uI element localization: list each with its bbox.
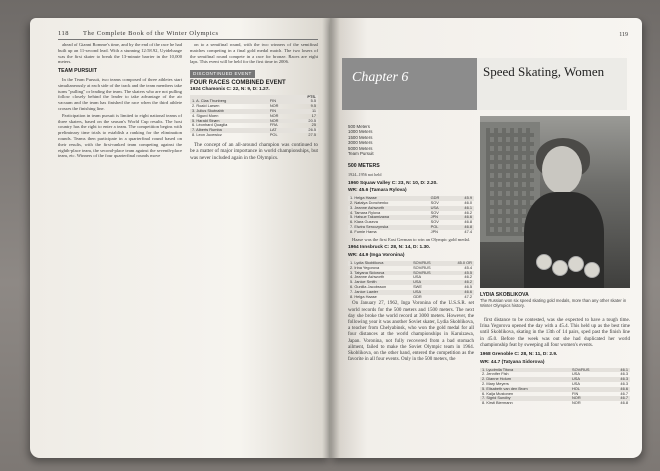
table-cell-nation: NOR xyxy=(269,112,279,118)
table-cell-name: 3. Jeanne Ashworth xyxy=(348,206,429,211)
table-cell-name: 2. Roald Larsen xyxy=(192,103,220,109)
table-cell-nation: SOV/RUS xyxy=(413,264,431,270)
table-cell-name: 6. Klara Guseva xyxy=(350,219,378,225)
table-cell-nation: USA xyxy=(429,206,453,211)
table-cell-time: 46.8 xyxy=(620,400,628,406)
table-cell-time: 46.2 xyxy=(464,274,472,280)
right-page-number: 119 xyxy=(619,32,628,38)
table-cell-time: 45.5 xyxy=(445,271,474,276)
table-cell-nation: POL xyxy=(429,225,453,230)
table-cell-nation: USA xyxy=(411,280,445,285)
not-held-note: 1924–1956 not held xyxy=(348,171,382,177)
left-column-1 xyxy=(58,42,182,160)
table-cell-name: 2. Jennifer Fish xyxy=(482,371,509,377)
table-cell-name: 1. Lyudmila Titova xyxy=(480,368,570,373)
table-cell-nation: FIN xyxy=(268,109,293,114)
table-cell-name: 4. Sigurd Moen xyxy=(192,112,219,118)
table-cell-nation: SOV/RUS xyxy=(570,368,609,373)
table-cell-nation: USA xyxy=(411,290,445,295)
event-1964-title: 1964 Innsbruck C: 28, N: 14, D: 1.30. xyxy=(348,245,431,251)
results-1960-table xyxy=(348,196,474,234)
table-cell-pts: 25 xyxy=(311,122,316,128)
left-column-2 xyxy=(190,42,318,162)
left-running-head xyxy=(58,30,318,40)
right-column-2 xyxy=(480,318,630,406)
table-cell-time: 46.1 xyxy=(609,368,630,373)
photo-face xyxy=(542,146,582,194)
table-cell-name: 7. Alberts Rumba xyxy=(190,128,268,133)
table-cell-nation: SWE xyxy=(413,283,422,289)
medal-icon xyxy=(568,256,584,272)
table-cell-name: 7. Sigrid Sundby xyxy=(480,396,570,401)
left-col2-top-text: on to a semifinal round, with the two winners of the semifinal matches competing in a final gold medal match. The two losers of the semifinal round compete in a race for bronze. Races are eight laps. This event will be held for the first time in 2006. xyxy=(190,42,318,65)
table-cell-time: 46.6 xyxy=(445,290,474,295)
chapter-title: Speed Skating, Women xyxy=(477,58,627,110)
table-cell-name: 7. Janice Lawler xyxy=(348,290,411,295)
table-cell-time: 46.0 xyxy=(464,199,472,205)
table-cell-time: 46.6 xyxy=(452,215,474,220)
table-cell-name: 2. Natalya Donchenko xyxy=(350,199,389,205)
table-cell-nation: JPN xyxy=(430,228,438,234)
table-cell-name: 8. Leon Jucewicz xyxy=(192,131,222,137)
skoblikova-photo xyxy=(480,116,630,288)
table-cell-pts: 27.5 xyxy=(308,131,316,137)
table-cell-nation: SOV xyxy=(430,199,439,205)
table-row xyxy=(348,230,474,235)
table-cell-time: 46.3 xyxy=(620,381,628,386)
table-cell-time: 45.0 OR xyxy=(445,261,474,266)
event-1960-title: 1960 Squaw Valley C: 23, N: 10, D: 2.20. xyxy=(348,180,438,186)
table-row xyxy=(348,295,474,300)
right-col2-text: first distance to be contested, was she expected to have a tough time. Irina Yegorova opened the day with a 45.4. This held up as the best time until Skoblikova, skating in the 13th of 14 pairs, sped past the finish line in 45.0. Before the week was out she had duplicated her world championship feat by sweeping all four women's events. xyxy=(480,318,630,348)
table-cell-nation: GDR xyxy=(429,196,453,201)
table-cell-name: 1. Helga Haase xyxy=(348,196,429,201)
pts-header: PTS. xyxy=(293,95,318,100)
four-races-results-table xyxy=(190,95,318,138)
left-page xyxy=(30,18,330,458)
table-cell-pts: 5.5 xyxy=(293,99,318,104)
table-cell-name: 7. Elwira Seroczynska xyxy=(348,225,429,230)
table-cell-time: 46.7 xyxy=(620,390,628,396)
table-cell-name: 2. Dianne Holum xyxy=(480,377,570,382)
table-cell-nation: SOV/RUS xyxy=(411,261,445,266)
table-cell-time: 47.4 xyxy=(464,228,472,234)
table-cell-time: 45.4 xyxy=(464,264,472,270)
event-list-item: Team Pursuit xyxy=(348,151,374,157)
photo-caption-text: The Russian won six speed skating gold medals, more than any other skater in Winter Olympics history. xyxy=(480,298,627,308)
event-title: FOUR RACES COMBINED EVENT xyxy=(190,79,286,86)
table-row xyxy=(190,133,318,138)
table-cell-name: 8. Helga Haase xyxy=(350,293,377,299)
event-list-item: 1500 Meters xyxy=(348,134,373,140)
table-cell-name: 1. A. Clas Thunberg xyxy=(190,99,268,104)
table-cell-pts: 11 xyxy=(293,109,318,114)
table-cell-name: 2. Irina Yegorova xyxy=(350,264,380,270)
table-cell-nation: HOL xyxy=(570,387,609,392)
event-list-item: 5000 Meters xyxy=(348,145,373,151)
table-cell-time: 46.8 xyxy=(464,219,472,225)
table-cell-name: 4. Jeanne Ashworth xyxy=(350,274,385,280)
chapter-label: Chapter 6 xyxy=(352,70,409,85)
open-book xyxy=(30,18,642,458)
event-1964-wr: WR: 44.9 (Inga Voronina) xyxy=(348,253,405,259)
book-spine xyxy=(322,18,340,458)
table-cell-nation: USA xyxy=(413,274,422,280)
table-cell-name: 6. Gunilla Jacobsson xyxy=(350,283,387,289)
table-cell-name: 8. Kirsti Biermann xyxy=(482,400,513,406)
table-cell-name: 3. Julius Skutnabb xyxy=(190,109,268,114)
table-cell-nation: SOV xyxy=(430,219,439,225)
table-cell-time: 46.7 xyxy=(609,396,630,401)
medal-icon xyxy=(584,262,600,278)
table-cell-nation: JPN xyxy=(429,215,453,220)
event-subtitle: 1924 Chamonix C: 22, N: 9, D: 1.27. xyxy=(190,86,270,92)
table-cell-pts: 17 xyxy=(311,112,316,118)
left-col1-top-text: ahead of Gianni Romme's time, and by the end of the race he had built up an 11-second lead. With a stunning 12:58.92, Uytdehaage was the first skater to break the 13-minute barrier in the 10,000 meters. xyxy=(58,42,182,65)
table-cell-time: 46.3 xyxy=(620,371,628,377)
team-pursuit-heading: TEAM PURSUIT xyxy=(58,68,97,75)
table-cell-name: 5. Janice Smith xyxy=(348,280,411,285)
medal-icon xyxy=(536,254,552,270)
event-list xyxy=(348,124,374,156)
table-cell-name: 5. Harald Strøm xyxy=(190,119,268,124)
table-cell-nation: NOR xyxy=(268,119,293,124)
event-list-item: 500 Meters xyxy=(348,124,370,129)
table-cell-nation: FIN xyxy=(268,99,293,104)
table-cell-name: 8. Fumie Hama xyxy=(350,228,377,234)
table-cell-name: 5. Elisabeth van den Brom xyxy=(480,387,570,392)
table-cell-time: 46.1 xyxy=(452,206,474,211)
table-cell-name: 4. Tamara Rylova xyxy=(350,209,381,215)
left-col2-bottom-text: The concept of an all-around champion was continued to be a matter of major importance in world championships, but was never included again in the Olympics. xyxy=(190,141,318,161)
discontinued-banner: DISCONTINUED EVENT xyxy=(190,70,255,78)
table-cell-nation: FIN xyxy=(572,390,579,396)
left-running-title: The Complete Book of the Winter Olympics xyxy=(83,30,219,37)
table-cell-name: 3. Tatyana Sidorova xyxy=(348,271,411,276)
results-1964-table xyxy=(348,261,474,299)
table-row xyxy=(480,401,630,406)
team-pursuit-paragraph-2: Participation in team pursuit is limited to eight national teams of three skaters, based on the season's World Cup results. The host country has the right to enter a team. The competition begins with preliminary time trials to establish a ranking for the elimination rounds. Teams then participate in a quarterfinal round based on their results, with the first-ranked team competing against the eighth-place team, the second-place team against the seventh-place team, etc. Winners of the four quarterfinal rounds move xyxy=(58,112,182,159)
table-cell-nation: SOV/RUS xyxy=(411,271,445,276)
table-cell-pts: 9.5 xyxy=(310,103,316,109)
event-1968-title: 1968 Grenoble C: 28, N: 11, D: 2.9. xyxy=(480,352,558,358)
table-cell-name: 5. Hatsue Takamizawa xyxy=(348,215,429,220)
table-cell-time: 46.8 xyxy=(452,225,474,230)
table-cell-name: 1. Lydia Skoblikova xyxy=(348,261,411,266)
table-cell-nation: USA xyxy=(572,381,580,386)
table-cell-nation: NOR xyxy=(572,400,581,406)
team-pursuit-paragraph-1: In the Team Pursuit, two teams composed of three athletes start simultaneously at each side of the track and the team members take turns "pulling" or leading the team. The skaters who are not pulling follow closely behind the leader to take advantage of the air vacuum and the team has finished the race when the third athlete crosses the finishing line. xyxy=(58,76,182,111)
table-cell-pts: 26.5 xyxy=(293,128,318,133)
table-cell-name: 6. Léonhard Quaglia xyxy=(192,122,228,128)
results-1968-table xyxy=(480,368,630,406)
table-cell-nation: NOR xyxy=(570,396,609,401)
table-cell-time: 47.2 xyxy=(464,293,472,299)
section-500-heading: 500 METERS xyxy=(348,163,380,169)
table-cell-name: 6. Kaija Mustonen xyxy=(482,390,514,396)
table-cell-time: 46.3 xyxy=(609,377,630,382)
table-cell-nation: USA xyxy=(570,377,609,382)
table-cell-name: 2. Mary Meyers xyxy=(482,381,509,386)
event-list-item: 3000 Meters xyxy=(348,140,373,146)
note-1960: Haase was the first East German to win an Olympic gold medal. xyxy=(352,236,471,242)
photo-caption xyxy=(480,292,630,308)
photo-caption-title: LYDIA SKOBLIKOVA xyxy=(480,292,529,298)
table-cell-nation: GDR xyxy=(413,293,422,299)
table-cell-time: 45.9 xyxy=(452,196,474,201)
left-page-number: 118 xyxy=(58,30,70,37)
table-cell-time: 46.2 xyxy=(464,209,472,215)
table-cell-pts: 20.5 xyxy=(293,119,318,124)
medal-icon xyxy=(552,260,568,276)
event-1960-wr: WR: 45.6 (Tamara Rylova) xyxy=(348,188,407,194)
table-cell-nation: LAT xyxy=(268,128,293,133)
table-cell-time: 46.6 xyxy=(609,387,630,392)
table-cell-time: 46.5 xyxy=(464,283,472,289)
event-list-item: 1000 Meters xyxy=(348,129,373,135)
table-cell-nation: USA xyxy=(572,371,580,377)
event-1968-wr: WR: 44.7 (Tatyana Sidorova) xyxy=(480,359,545,365)
text-1964: On January 27, 1962, Inga Voronina of the U.S.S.R. set world records for the 500 meters and 1500 meters. The next day she broke the world record at 3000 meters. However, the following year it was another Soviet skater, Lydia Skoblikova, a teacher from Chelyabinsk, who won the gold medal for all four distances at the world championships in Karuizawa, Japan. Voronina, not fully recovered from a bad stomach ailment, failed to make the Soviet Olympic team in 1964. Skoblikova, on the other hand, entered the competition as the favorite in all four events. Only in the 500 meters, the xyxy=(348,301,474,363)
table-cell-nation: SOV xyxy=(430,209,439,215)
right-column-1 xyxy=(348,160,474,364)
right-page xyxy=(330,18,642,458)
table-cell-nation: POL xyxy=(269,131,278,137)
table-cell-time: 46.2 xyxy=(445,280,474,285)
table-cell-nation: FRA xyxy=(269,122,278,128)
table-cell-nation: NOR xyxy=(269,103,279,109)
